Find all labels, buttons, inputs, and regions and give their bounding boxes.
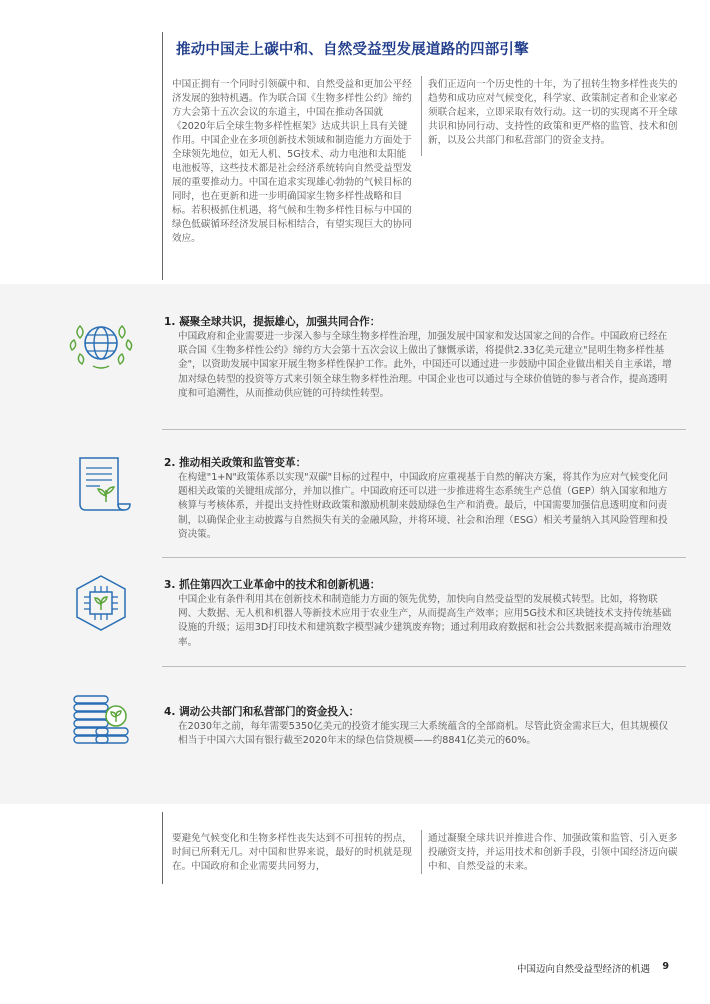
intro-column-divider (421, 76, 422, 156)
item-separator (162, 666, 686, 667)
intro-column-1: 中国正拥有一个同时引领碳中和、自然受益和更加公平经济发展的独特机遇。作为联合国《生物多样性公约》缔约方大会第十五次会议的东道主，中国在推动各国就《2020年后全球生物多样性框架》达成共识上具有关键作用。中国企业在多项创新技术领域和制造能力方面处于全球领先地位，如无人机、5G技术、动力电池和太阳能电池板等，这些技术都是社会经济系统转向自然受益型发展的重要推动力。中国在追求实现雄心勃勃的气候目标的同时，也在更新和进一步明确国家生物多样性战略和目标。若积极抓住机遇，将气候和生物多样性目标与中国的绿色低碳循环经济发展目标相结合，有望实现巨大的协同效应。 (172, 79, 412, 244)
item-separator (162, 557, 686, 558)
engine-item-4-heading: 4. 调动公共部门和私营部门的资金投入： (164, 706, 360, 718)
coins-sprout-icon (66, 690, 136, 752)
globe-leaves-icon (66, 312, 136, 374)
page-number: 9 (662, 961, 669, 972)
item-separator (162, 429, 686, 430)
engine-item-4-body: 在2030年之前，每年需要5350亿美元的投资才能实现三大系统蕴含的全部商机。尽管此资金需求巨大，但其规模仅相当于中国六大国有银行截至2020年末的绿色信贷规模——约8841亿美元的60%。 (178, 721, 669, 747)
outro-column-2: 通过凝聚全球共识并推进合作、加强政策和监管、引入更多投融资支持，并运用技术和创新手段，引领中国经济迈向碳中和、自然受益的未来。 (428, 833, 678, 873)
chip-sprout-icon (66, 572, 136, 634)
engine-item-2-body: 在构建"1+N"政策体系以实现"双碳"目标的过程中，中国政府应重视基于自然的解决方案，将其作为应对气候变化问题相关政策的关键组成部分，并加以推广。中国政府还可以进一步推进将生态系统生产总值（GEP）纳入国家和地方核算与考核体系，并提出支持性财政政策和激励机制来鼓励绿色生产和消费。最后，中国需要加强信息透明度和问责制，以确保企业主动披露与自然损失有关的金融风险，并将环境、社会和治理（ESG）相关考量纳入其风险管理和投资决策。 (178, 472, 668, 540)
engine-item-3-body: 中国企业有条件利用其在创新技术和制造能力方面的领先优势，加快向自然受益型的发展模式转型。比如，将物联网、大数据、无人机和机器人等新技术应用于农业生产，从而提高生产效率；应用5G技术和区块链技术支持传统基础设施的升级；运用3D打印技术和建筑数字模型减少建筑废弃物；通过利用政府数据和社会公共数据来提高城市治理效率。 (178, 594, 672, 648)
engine-item-1-heading: 1. 凝聚全球共识，提振雄心，加强共同合作： (164, 316, 381, 328)
engine-item-3-heading: 3. 抓住第四次工业革命中的技术和创新机遇： (164, 579, 381, 591)
policy-document-icon (66, 454, 136, 516)
outro-column-divider (421, 830, 422, 874)
title-rule (162, 32, 163, 280)
footer-report-title: 中国迈向自然受益型经济的机遇 (516, 964, 650, 975)
engine-item-1-body: 中国政府和企业需要进一步深入参与全球生物多样性治理，加强发展中国家和发达国家之间的合作。中国政府已经在联合国《生物多样性公约》缔约方大会第十五次会议上做出了慷慨承诺，将提供2.33亿美元建立"昆明生物多样性基金"，以资助发展中国家开展生物多样性保护工作。此外，中国还可以通过进一步鼓励中国企业做出相关自主承诺，增加对绿色转型的投资等方式来引领全球生物多样性治理。中国企业也可以通过与全球价值链的参与者合作，提高透明度和可追溯性，从而推动供应链的可持续性转型。 (178, 331, 672, 399)
engine-item-2-heading: 2. 推动相关政策和监管变革： (164, 457, 307, 469)
outro-rule (162, 812, 163, 884)
page-title: 推动中国走上碳中和、自然受益型发展道路的四部引擎 (176, 42, 529, 58)
outro-column-1: 要避免气候变化和生物多样性丧失达到不可扭转的拐点，时间已所剩无几。对中国和世界来说，最好的时机就是现在。中国政府和企业需要共同努力， (172, 833, 412, 873)
intro-column-2: 我们正迈向一个历史性的十年，为了扭转生物多样性丧失的趋势和成功应对气候变化，科学家、政策制定者和企业家必须联合起来，立即采取有效行动。这一切的实现离不开全球共识和协同行动、支持性的政策和更严格的监管、技术和创新，以及公共部门和私营部门的资金支持。 (428, 79, 678, 146)
